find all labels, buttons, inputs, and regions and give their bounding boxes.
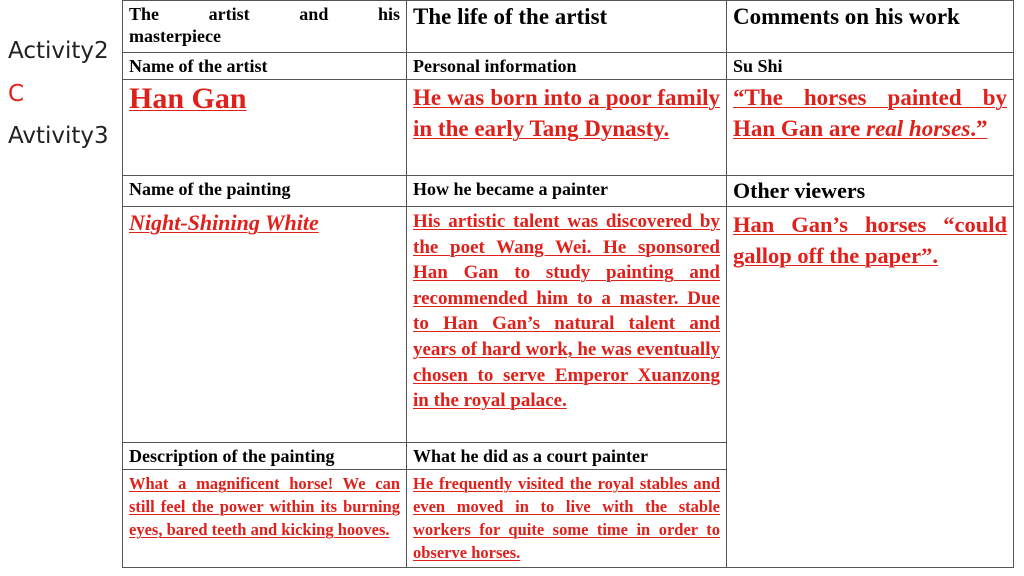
label-other-viewers-text: Other viewers (733, 178, 866, 203)
header-comments-text: Comments on his work (733, 4, 960, 29)
label-name-of-artist-text: Name of the artist (129, 56, 268, 76)
header-life-text: The life of the artist (413, 4, 608, 29)
table-row-labels-2 (123, 176, 1014, 207)
label-court-painter (407, 443, 727, 470)
artist-info-table (122, 0, 1014, 568)
table-row-answers-1 (123, 80, 1014, 176)
table-row-header (123, 1, 1014, 53)
header-masterpiece (123, 1, 407, 53)
answer-born: He was born into a poor family in the early Tang Dynasty. (413, 85, 720, 141)
su-shi-quote-emphasis: real horses (866, 116, 971, 141)
label-description-text: Description of the painting (129, 446, 335, 466)
answer-talent-cell (407, 207, 727, 443)
label-personal-info (407, 53, 727, 80)
su-shi-quote-start: “The horses painted by Han Gan are (733, 85, 1007, 141)
answer-su-shi-cell (727, 80, 1014, 176)
label-personal-info-text: Personal information (413, 56, 577, 76)
answer-description: What a magnificent horse! We can still feel the power within its burning eyes, bared teeth and kicking hooves. (129, 474, 400, 539)
answer-su-shi-quote (733, 82, 1007, 144)
table-row-labels-1 (123, 53, 1014, 80)
label-description (123, 443, 407, 470)
label-name-of-painting (123, 176, 407, 207)
answer-born-cell (407, 80, 727, 176)
answer-viewers-cell (727, 207, 1014, 568)
header-life (407, 1, 727, 53)
answer-artist-name-cell (123, 80, 407, 176)
label-court-painter-text: What he did as a court painter (413, 446, 649, 466)
label-su-shi (727, 53, 1014, 80)
answer-letter-c: C (8, 81, 25, 107)
header-masterpiece-line1: The artist and his (129, 4, 400, 24)
table-row-answers-2 (123, 207, 1014, 443)
label-name-of-artist (123, 53, 407, 80)
su-shi-quote-end: .” (970, 116, 988, 141)
answer-talent: His artistic talent was discovered by the poet Wang Wei. He sponsored Han Gan to study painting and recommended him to a master. Due to Han Gan’s natural talent and years of hard work, he was eventually chosen to serve Emperor Xuanzong in the royal palace. (413, 211, 720, 412)
label-how-became (407, 176, 727, 207)
label-su-shi-text: Su Shi (733, 56, 783, 76)
label-how-became-text: How he became a painter (413, 179, 608, 199)
answer-court-cell (407, 470, 727, 568)
answer-description-cell (123, 470, 407, 568)
answer-viewers-quote: Han Gan’s horses “could gallop off the paper”. (733, 212, 1007, 268)
header-masterpiece-line2: masterpiece (129, 26, 221, 46)
activity3-label: Avtivity3 (8, 123, 109, 149)
answer-court: He frequently visited the royal stables and even moved in to live with the stable workers for quite some time in order to observe horses. (413, 474, 720, 562)
label-name-of-painting-text: Name of the painting (129, 179, 291, 199)
answer-painting-name: Night-Shining White (129, 210, 319, 235)
answer-painting-name-cell (123, 207, 407, 443)
answer-artist-name: Han Gan (129, 82, 247, 115)
header-comments (727, 1, 1014, 53)
label-other-viewers (727, 176, 1014, 207)
activity2-label: Activity2 (8, 38, 109, 64)
